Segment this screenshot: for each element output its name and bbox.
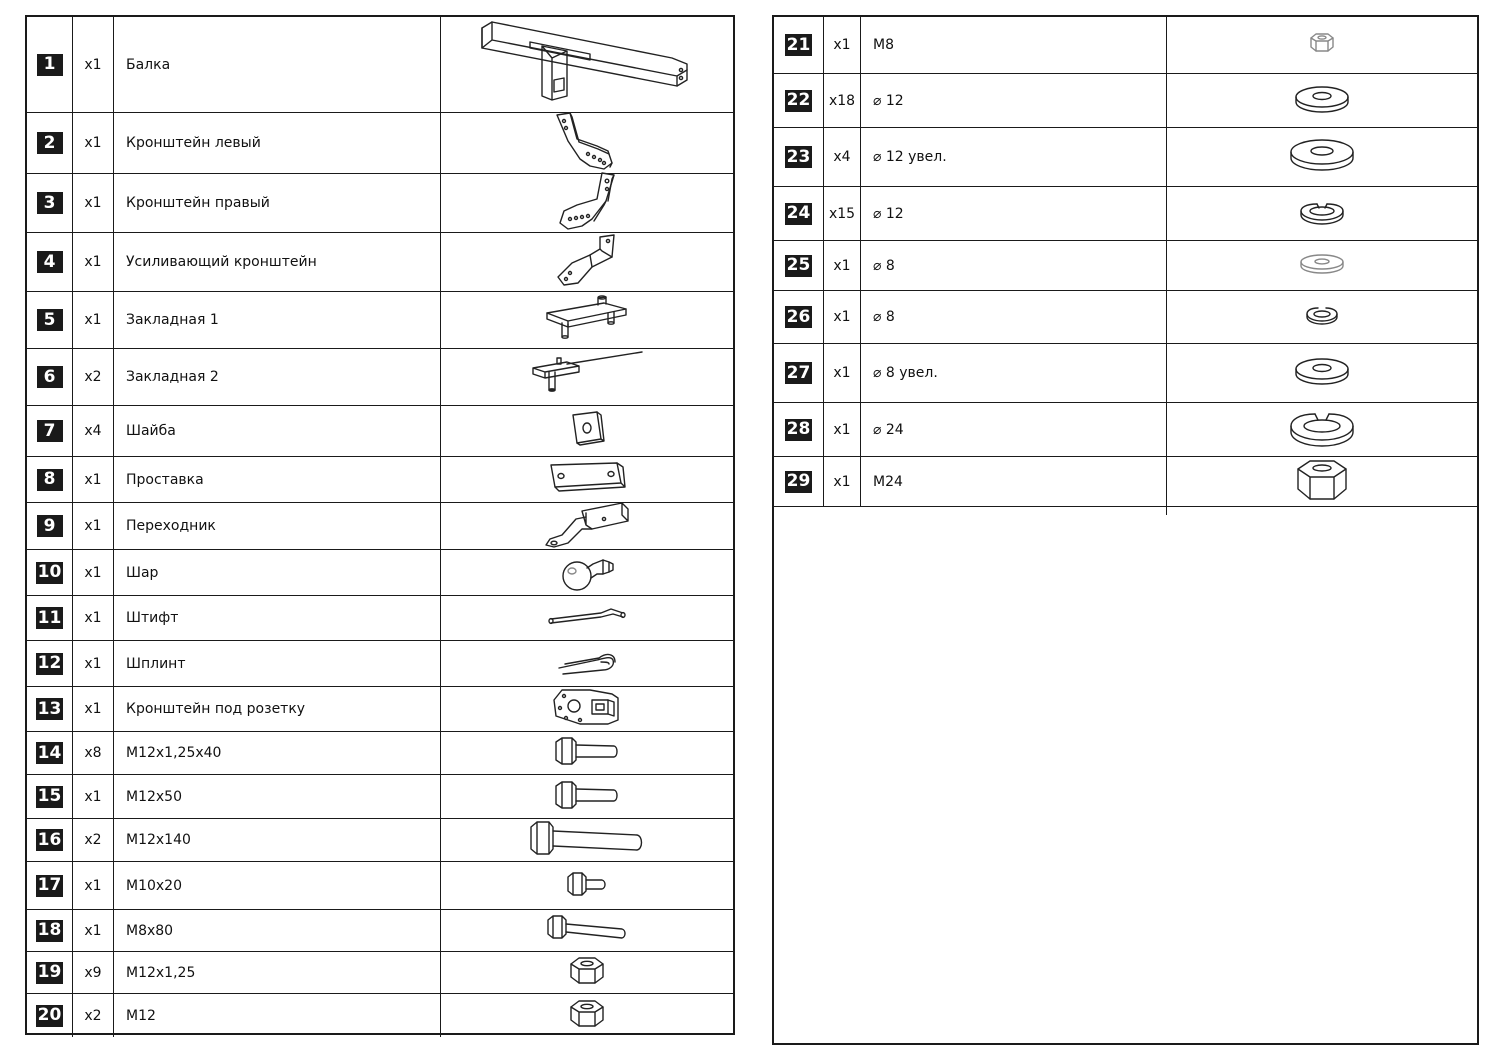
part-image-cell [441,596,733,640]
part-name: ⌀ 8 [861,241,1167,290]
part-number-badge: 8 [37,469,63,491]
embedded-plate-2-icon [527,350,647,404]
part-quantity: x1 [73,862,114,909]
part-number-cell [774,457,824,506]
part-number-cell [27,457,73,502]
part-row-1 [27,17,733,113]
part-number-cell [27,503,73,549]
part-name: M8 [861,17,1167,73]
part-quantity: x1 [73,641,114,686]
part-name: M8x80 [114,910,441,951]
column-divider-tail [1166,507,1167,515]
part-quantity: x1 [73,17,114,112]
part-row-23 [774,128,1477,187]
part-number-cell [774,128,824,186]
part-name: M10x20 [114,862,441,909]
part-image-cell [441,292,733,348]
part-quantity: x8 [73,732,114,774]
part-name: M12 [114,994,441,1037]
part-quantity: x2 [73,994,114,1037]
part-name: Кронштейн правый [114,174,441,232]
part-number-badge: 3 [37,192,63,214]
hex-nut-large-icon [1294,457,1350,507]
part-image-cell [441,910,733,951]
part-number-cell [27,406,73,456]
part-quantity: x1 [73,596,114,640]
part-number-cell [27,952,73,993]
part-row-17 [27,862,733,910]
part-number-badge: 25 [786,255,811,275]
part-quantity: x15 [824,187,861,240]
part-number-badge: 28 [786,419,811,439]
part-name: Закладная 1 [114,292,441,348]
part-name: ⌀ 12 увел. [861,128,1167,186]
bracket-right-icon [552,171,622,235]
part-number-cell [27,550,73,595]
part-number-badge: 26 [786,306,811,327]
part-number-cell [27,17,73,112]
part-name: ⌀ 8 увел. [861,344,1167,402]
part-quantity: x4 [824,128,861,186]
part-row-6 [27,349,733,406]
part-image-cell [441,113,733,173]
part-image-cell [441,17,733,112]
part-number-badge: 1 [37,54,63,76]
part-name: M12x50 [114,775,441,818]
part-name: Шайба [114,406,441,456]
part-quantity: x1 [73,174,114,232]
part-quantity: x1 [73,292,114,348]
part-number-badge: 23 [786,146,811,167]
part-number-badge: 29 [786,471,811,491]
part-number-badge: 27 [786,362,811,383]
part-number-badge: 9 [37,515,63,537]
part-image-cell [1167,187,1477,240]
part-number-badge: 14 [37,742,62,763]
square-washer-icon [567,409,607,453]
part-name: Закладная 2 [114,349,441,405]
bolt-short-icon [564,871,610,901]
tow-beam-icon [472,18,702,112]
part-number-cell [774,74,824,127]
part-number-badge: 5 [37,309,63,331]
part-row-20 [27,994,733,1037]
part-row-7 [27,406,733,457]
part-number-cell [27,910,73,951]
part-name: Шплинт [114,641,441,686]
hex-nut-icon [567,998,607,1034]
part-number-cell [774,17,824,73]
tow-ball-icon [557,546,617,600]
part-image-cell [441,406,733,456]
bolt-thin-icon [544,914,630,948]
part-number-cell [774,344,824,402]
part-number-cell [27,641,73,686]
reinforcing-bracket-icon [552,233,622,292]
part-number-badge: 4 [37,251,63,273]
part-image-cell [441,233,733,291]
part-quantity: x1 [824,241,861,290]
socket-bracket-icon [552,686,622,732]
part-row-28 [774,403,1477,457]
part-image-cell [1167,344,1477,402]
part-image-cell [1167,291,1477,343]
part-number-cell [27,349,73,405]
part-number-cell [774,187,824,240]
part-image-cell [441,349,733,405]
part-image-cell [441,641,733,686]
part-number-cell [27,732,73,774]
part-quantity: x1 [824,457,861,506]
part-image-cell [1167,128,1477,186]
part-row-9 [27,503,733,550]
part-number-cell [27,994,73,1037]
part-name: M12x140 [114,819,441,861]
part-quantity: x2 [73,819,114,861]
part-row-12 [27,641,733,687]
part-name: Переходник [114,503,441,549]
part-quantity: x1 [73,775,114,818]
part-row-8 [27,457,733,503]
part-image-cell [441,994,733,1037]
part-image-cell [441,503,733,549]
part-number-cell [27,687,73,731]
embedded-plate-1-icon [542,293,632,347]
part-number-badge: 12 [37,653,62,673]
part-name: Проставка [114,457,441,502]
part-row-16 [27,819,733,862]
part-name: Кронштейн под розетку [114,687,441,731]
part-row-21 [774,17,1477,74]
part-image-cell [441,775,733,818]
part-number-badge: 18 [37,920,62,940]
part-name: Балка [114,17,441,112]
spacer-icon [547,459,627,501]
part-quantity: x2 [73,349,114,405]
flat-washer-icon [1292,356,1352,390]
part-number-badge: 17 [37,875,62,895]
part-name: Кронштейн левый [114,113,441,173]
part-number-badge: 13 [37,698,62,719]
part-name: ⌀ 8 [861,291,1167,343]
part-number-badge: 6 [37,366,63,388]
part-number-cell [27,596,73,640]
part-number-cell [27,233,73,291]
part-image-cell [1167,74,1477,127]
part-image-cell [1167,457,1477,506]
part-number-badge: 22 [786,90,811,110]
part-quantity: x1 [73,233,114,291]
part-row-11 [27,596,733,641]
hex-nut-icon [567,955,607,991]
part-number-cell [27,775,73,818]
flat-washer-small-icon [1297,252,1347,280]
bracket-left-icon [552,111,622,175]
part-name: M24 [861,457,1167,506]
part-quantity: x1 [73,687,114,731]
bolt-medium-icon [552,780,622,814]
part-quantity: x1 [824,17,861,73]
part-row-24 [774,187,1477,241]
part-image-cell [1167,17,1477,73]
part-quantity: x1 [73,550,114,595]
part-row-10 [27,550,733,596]
part-quantity: x4 [73,406,114,456]
part-number-badge: 15 [37,786,62,806]
part-image-cell [441,457,733,502]
part-quantity: x9 [73,952,114,993]
part-image-cell [1167,241,1477,290]
part-number-cell [27,113,73,173]
part-row-19 [27,952,733,994]
part-name: M12x1,25 [114,952,441,993]
cotter-pin-icon [555,648,619,680]
part-image-cell [441,862,733,909]
part-number-badge: 10 [37,562,62,582]
part-quantity: x18 [824,74,861,127]
part-row-14 [27,732,733,775]
part-number-cell [774,291,824,343]
part-number-badge: 19 [37,962,62,982]
part-name: ⌀ 12 [861,74,1167,127]
part-number-badge: 24 [786,203,811,223]
part-row-4 [27,233,733,292]
part-image-cell [441,687,733,731]
part-name: ⌀ 24 [861,403,1167,456]
part-row-5 [27,292,733,349]
bolt-medium-icon [552,736,622,770]
part-row-27 [774,344,1477,403]
part-quantity: x1 [824,403,861,456]
part-row-2 [27,113,733,174]
hex-nut-small-icon [1308,32,1336,58]
part-row-25 [774,241,1477,291]
part-number-badge: 2 [37,132,63,154]
part-number-badge: 20 [37,1005,62,1025]
part-quantity: x1 [824,344,861,402]
part-image-cell [441,550,733,595]
spring-washer-small-icon [1304,304,1340,330]
part-row-22 [774,74,1477,128]
parts-table-left [25,15,735,1035]
part-quantity: x1 [73,910,114,951]
part-quantity: x1 [824,291,861,343]
part-row-3 [27,174,733,233]
part-quantity: x1 [73,503,114,549]
pin-icon [547,605,627,631]
part-row-29 [774,457,1477,507]
part-row-18 [27,910,733,952]
part-name: Штифт [114,596,441,640]
part-image-cell [1167,403,1477,456]
part-number-badge: 16 [37,829,62,850]
part-number-cell [27,819,73,861]
part-quantity: x1 [73,457,114,502]
part-image-cell [441,952,733,993]
part-image-cell [441,174,733,232]
part-number-cell [27,174,73,232]
spring-washer-icon [1297,198,1347,230]
part-image-cell [441,732,733,774]
flat-washer-icon [1292,84,1352,118]
part-image-cell [441,819,733,861]
part-number-cell [27,862,73,909]
part-row-26 [774,291,1477,344]
part-number-badge: 11 [37,607,62,628]
parts-table-right [772,15,1479,1045]
part-row-13 [27,687,733,732]
part-name: Усиливающий кронштейн [114,233,441,291]
part-name: Шар [114,550,441,595]
part-row-15 [27,775,733,819]
part-number-cell [774,241,824,290]
part-number-badge: 21 [786,34,811,55]
part-name: ⌀ 12 [861,187,1167,240]
part-number-cell [774,403,824,456]
spring-washer-large-icon [1287,408,1357,452]
flat-washer-large-icon [1287,137,1357,177]
part-quantity: x1 [73,113,114,173]
bolt-long-icon [527,819,647,861]
part-number-badge: 7 [37,420,63,442]
part-name: M12x1,25x40 [114,732,441,774]
part-number-cell [27,292,73,348]
